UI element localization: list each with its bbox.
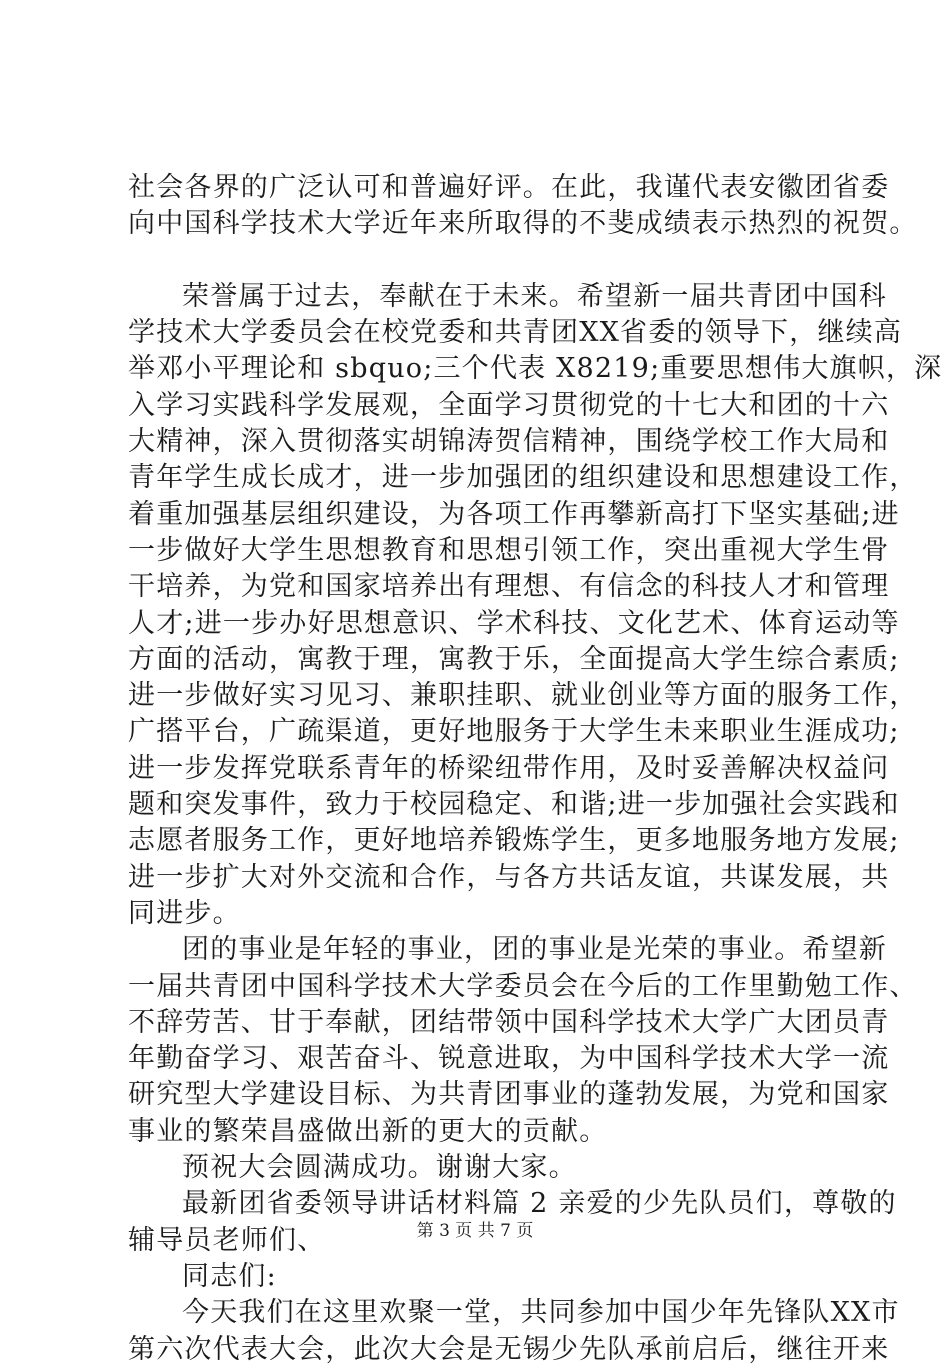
text-line: 入学习实践科学发展观，全面学习贯彻党的十七大和团的十六: [128, 389, 890, 421]
text-line: 研究型大学建设目标、为共青团事业的蓬勃发展，为党和国家: [128, 1079, 890, 1111]
page-number-footer: 第 3 页 共 7 页: [416, 1221, 534, 1241]
text-line: 社会各界的广泛认可和普遍好评。在此，我谨代表安徽团省委: [128, 172, 890, 203]
paragraph-start-line: 荣誉属于过去，奉献在于未来。希望新一届共青团中国科: [182, 280, 887, 312]
text-line: 大精神，深入贯彻落实胡锦涛贺信精神，围绕学校工作大局和: [128, 426, 890, 458]
text-line: 辅导员老师们、: [128, 1224, 326, 1256]
paragraph-start-line: 最新团省委领导讲话材料篇 2 亲爱的少先队员们，尊敬的: [182, 1188, 897, 1220]
text-line: 进一步扩大对外交流和合作，与各方共话友谊，共谋发展，共: [128, 861, 890, 893]
text-line: 年勤奋学习、艰苦奋斗、锐意进取，为中国科学技术大学一流: [128, 1043, 890, 1075]
text-line: 着重加强基层组织建设，为各项工作再攀新高打下坚实基础;进: [128, 498, 900, 530]
text-line: 事业的繁荣昌盛做出新的更大的贡献。: [128, 1115, 608, 1147]
paragraph-start-line: 今天我们在这里欢聚一堂，共同参加中国少年先锋队XX市: [182, 1297, 900, 1329]
text-line: 进一步发挥党联系青年的桥梁纽带作用，及时妥善解决权益问: [128, 752, 890, 784]
text-line: 学技术大学委员会在校党委和共青团XX省委的领导下，继续高: [128, 317, 903, 349]
text-line: 向中国科学技术大学近年来所取得的不斐成绩表示热烈的祝贺。: [128, 208, 918, 240]
text-line: 第六次代表大会，此次大会是无锡少先队承前启后，继往开来: [128, 1333, 890, 1365]
document-body: [128, 170, 943, 1368]
paragraph-start-line: 团的事业是年轻的事业，团的事业是光荣的事业。希望新: [182, 934, 887, 966]
text-line: 志愿者服务工作，更好地培养锻炼学生，更多地服务地方发展;: [128, 825, 900, 857]
text-line: 一届共青团中国科学技术大学委员会在今后的工作里勤勉工作、: [128, 970, 918, 1002]
text-line: 题和突发事件，致力于校园稳定、和谐;进一步加强社会实践和: [128, 789, 900, 821]
text-line: 青年学生成长成才，进一步加强团的组织建设和思想建设工作，: [128, 462, 918, 494]
text-line: 同进步。: [128, 897, 241, 929]
text-line: 广搭平台，广疏渠道，更好地服务于大学生未来职业生涯成功;: [128, 716, 900, 748]
text-line: 不辞劳苦、甘于奉献，团结带领中国科学技术大学广大团员青: [128, 1006, 890, 1038]
text-line: 举邓小平理论和 sbquo;三个代表 X8219;重要思想伟大旗帜，深: [128, 353, 943, 385]
blank-line: [128, 243, 848, 279]
paragraph-start-line: 同志们:: [182, 1260, 277, 1292]
text-line: 一步做好大学生思想教育和思想引领工作，突出重视大学生骨: [128, 534, 890, 566]
text-line: 方面的活动，寓教于理，寓教于乐，全面提高大学生综合素质;: [128, 643, 900, 675]
text-line: 进一步做好实习见习、兼职挂职、就业创业等方面的服务工作，: [128, 680, 918, 712]
paragraph-start-line: 预祝大会圆满成功。谢谢大家。: [182, 1152, 577, 1184]
text-line: 干培养，为党和国家培养出有理想、有信念的科技人才和管理: [128, 571, 890, 603]
text-line: 人才;进一步办好思想意识、学术科技、文化艺术、体育运动等: [128, 607, 900, 639]
